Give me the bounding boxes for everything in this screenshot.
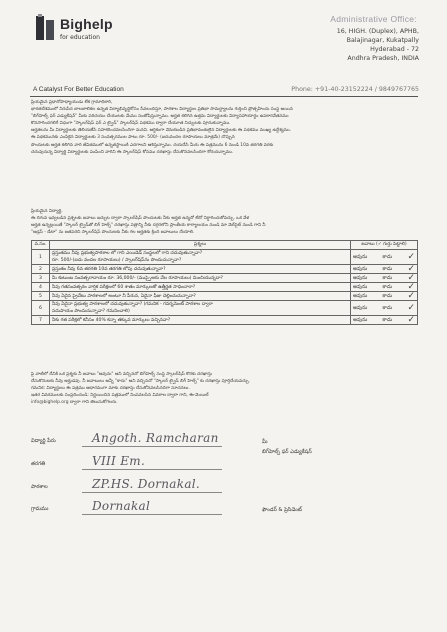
bighelp-logo xyxy=(34,12,130,52)
text-line: పై వాటిలో దేనికి ఒక ప్రశ్నకు నీ జవాబు "అవును" అని వచ్చినచో బిగ్‌హెల్ప్ సంస్థ స్కాలర్‌షిప్ కొరకు దరఖాస్తు xyxy=(31,372,213,377)
text-line: ప్రియమైన విద్యార్థి, xyxy=(31,209,63,214)
question-text: నీవు ఏదైనా ప్రభుత్వ పాఠశాలలో చదువుతున్నావా? (గమనిక - గవర్నమెంట్ పాఠశాల ద్వారా xyxy=(52,302,213,307)
tick-mark-icon: ✓ xyxy=(407,303,415,313)
answer-no-option[interactable]: కాదు xyxy=(382,253,393,260)
text-line: పొందుటకు అర్హత కలిగిన వారి జీవితములో ఉన్నతస్థాయికి ఎదగాలని ఆశిస్తున్నాము. దయచేసి మీరు ఈ పత్రమును 6 నుండి 10వ తరగతి వరకు xyxy=(31,142,274,148)
answer-no-option[interactable]: కాదు xyxy=(382,316,393,323)
answer-cell[interactable] xyxy=(351,250,418,265)
text-line: ఈ పథకమునకు ఎంపికైన విద్యార్థులకు 3 సంవత్సరముల పాటు రూ. 500/- (ఐదువందల రూపాయలు మాత్రమే) చొప్పున xyxy=(31,135,235,141)
tick-mark-icon: ✓ xyxy=(407,264,415,274)
question-cell xyxy=(50,265,351,274)
brand-name: Bighelp xyxy=(60,16,113,32)
tick-mark-icon: ✓ xyxy=(407,252,415,262)
text-line: "అడ్రస్ - డేటా" ను జతపరచి స్కాలర్‌షిప్ పొందుటకు నీకు గల అర్హతకు క్రింది జవాబులు చేయాలి. xyxy=(31,230,195,236)
answer-no-option[interactable]: కాదు xyxy=(382,304,393,311)
text-line: చేసుకొనుటకు నీవు అర్హుడవు. నీ జవాబులు అన్నీ "కాదు" అని వచ్చినచో "స్కాలర్ ట్వైడ్ బిగ్ హెల్ప్" కు దరఖాస్తు పూర్తిచేయవచ్చు. xyxy=(31,379,250,385)
answer-no-option[interactable]: కాదు xyxy=(382,274,393,281)
intro-paragraph xyxy=(31,99,418,156)
question-cell xyxy=(50,292,351,301)
question-text: ప్రస్తుతం నీవు 6వ తరగతి 10వ తరగతి లోపు చదువుతున్నావా? xyxy=(52,266,166,272)
signature-salutation: మీ xyxy=(262,439,268,445)
text-line: ప్రియమైన ప్రధానోపాధ్యాయుడు లేక గ్రామాధికారి, xyxy=(31,100,113,105)
address-line: Hyderabad - 72 xyxy=(370,46,419,53)
table-row xyxy=(32,265,418,274)
row-number: 2 xyxy=(32,265,50,274)
village-value[interactable]: Dornakal xyxy=(92,499,151,513)
row-number: 5 xyxy=(32,292,50,301)
text-line: కొనసాగించగలిగే విధంగా "స్కాలర్‌షిప్ ఫర్ ఎ ట్వైడ్" స్కాలర్‌షిప్ పథకము ద్వారా చేయూత నిచ్చుటకు పూనుకున్నాము. xyxy=(31,121,231,127)
class-line xyxy=(82,469,222,470)
text-line: గమనిక: విద్యార్థులు ఈ పత్రము ఆధారముగా మాకు దరఖాస్తు చేసుకోనవలసినదిగా సూచనలు. xyxy=(31,386,190,392)
row-number: 7 xyxy=(32,316,50,325)
tick-mark-icon: ✓ xyxy=(407,282,415,292)
student-name-label: విద్యార్థి పేరు xyxy=(31,438,56,444)
school-label: పాఠశాల xyxy=(31,484,48,490)
school-line xyxy=(82,492,222,493)
text-line: అర్హతలను మీ విద్యార్థులకు తెలియజేసి సహకరించవలసిందిగా మనవి. ఆర్థికంగా వెనుకబడిన ప్రతిభావంతులైన విద్యార్థులకు ఈ పథకము ముఖ్య ఉద్దేశ్యము. xyxy=(31,128,292,134)
village-label: గ్రామము xyxy=(31,506,49,512)
answer-yes-option[interactable]: అవును xyxy=(353,253,368,260)
column-header-questions: ప్రశ్నలు xyxy=(50,241,351,250)
text-line: info@bighelp.org ద్వారా గాని తెలుసుకోగలరు. xyxy=(31,400,118,406)
question-text: మీ కుటుంబ సంవత్సరాదాయం రూ. 36,000/- (ముప్పైఆరు వేల రూపాయలు) మించియున్నదా? xyxy=(52,275,223,281)
class-value[interactable]: VIII Em. xyxy=(92,454,146,468)
question-text: సదుపాయం పొందుచున్నావా? గమనించాలి) xyxy=(52,309,130,314)
village-line xyxy=(82,514,222,515)
school-value[interactable]: ZP.HS. Dornakal. xyxy=(92,477,201,491)
text-line: ఈ దిగువ ఇవ్వబడిన ప్రశ్నలకు జవాబు ఇచ్చుట ద్వారా స్కాలర్‌షిప్ పొందుటకు నీకు అర్హత ఉన్నదో లేదో నిర్ధారించుకోవచ్చు. ఒక వేళ xyxy=(31,216,250,222)
tagline: A Catalyst For Better Education xyxy=(33,86,124,93)
header-divider xyxy=(30,96,418,97)
answer-yes-option[interactable]: అవును xyxy=(353,283,368,290)
student-paragraph xyxy=(31,208,418,236)
question-cell xyxy=(50,283,351,292)
question-cell xyxy=(50,274,351,283)
address-line: Andhra Pradesh, INDIA xyxy=(347,55,419,62)
student-name-value[interactable]: Angoth. Ramcharan xyxy=(92,431,219,445)
row-number: 4 xyxy=(32,283,50,292)
answer-cell[interactable] xyxy=(351,292,418,301)
question-text: నీకు గత పరీక్షలో కనీసం 40% కన్నా తక్కువ మార్కులు వచ్చినవా? xyxy=(52,317,171,323)
table-row xyxy=(32,250,418,265)
table-row xyxy=(32,283,418,292)
question-text: నీవు ఏదైన ప్రైవేటు పాఠశాలలో అంటూ నీ పేరున, ఏదైనా ఫీజు చెల్లించుచున్నావా? xyxy=(52,293,196,299)
row-number: 1 xyxy=(32,250,50,265)
tick-mark-icon: ✓ xyxy=(407,315,415,325)
answer-no-option[interactable]: కాదు xyxy=(382,265,393,272)
answer-cell[interactable] xyxy=(351,316,418,325)
brand-tag: for education xyxy=(60,34,100,41)
text-line: చదువుచున్న విద్యార్థి విద్యార్థులకు పంపించి వారిని ఈ స్కాలర్‌షిప్ కోసము దరఖాస్తు చేసుకొనవలసిందిగా కోరుచున్నాము. xyxy=(31,149,234,155)
text-line: అర్హత ఉన్నట్లయితే "స్కాలర్ ట్వైడ్‌తో బిగ్ హెల్ప్" దరఖాస్తు పత్రాన్ని నీకు దగ్గరలోని ప్రాంతీయ కార్యాలయం నుండి మా వెబ్‌సైట్ నుండి గాని నీ xyxy=(31,223,266,229)
eligibility-table xyxy=(31,240,418,325)
table-row xyxy=(32,292,418,301)
text-line: ఇతర వివరములకు సంప్రదించండి: నిర్ణయించిన పత్రములో నింపవలసిన వివరాల ద్వారా గాని, ఈ-మెయిల్ xyxy=(31,393,209,399)
office-title: Administrative Office: xyxy=(330,14,417,24)
column-header-answer: జవాబు (✓ గుర్తు పెట్టాలి) xyxy=(351,241,418,250)
answer-no-option[interactable]: కాదు xyxy=(382,292,393,299)
column-header-number: వ.సం. xyxy=(32,241,50,250)
answer-yes-option[interactable]: అవును xyxy=(353,316,368,323)
answer-yes-option[interactable]: అవును xyxy=(353,265,368,272)
question-text: ప్రస్తుతము నీవు ప్రభుత్వపాఠశాల లో గాని ఎయిడెడ్ సంస్థలలో గాని చదువుతున్నావా? xyxy=(52,251,203,256)
student-name-line xyxy=(82,446,222,447)
text-line: భారతదేశములో నిరుపేద బాలబాలికల ఉన్నత విద్యాభివృద్ధికోసం సేవలందిస్తూ, పాఠశాల విద్యార్థుల ప్రతిభా సామర్థ్యాలను గుర్తించి ప్రోత్సహించు సంస్థ అయిన xyxy=(31,107,293,113)
table-row xyxy=(32,316,418,325)
row-number: 6 xyxy=(32,301,50,316)
tick-mark-icon: ✓ xyxy=(407,291,415,301)
signature-title: ఫౌండర్ & ప్రెసిడెంట్ xyxy=(262,507,302,513)
table-row xyxy=(32,301,418,316)
answer-yes-option[interactable]: అవును xyxy=(353,292,368,299)
row-number: 3 xyxy=(32,274,50,283)
question-text: రూ. 500/-(ఐదు వందల రూపాయలు) / స్కాలర్‌షిప్‌ను పొందుచున్నావా? xyxy=(52,258,182,263)
table-header-row xyxy=(32,241,418,250)
answer-yes-option[interactable]: అవును xyxy=(353,304,368,311)
signature-org: బిగ్‌హెల్ప్ ఫర్ ఎడ్యుకేషన్ xyxy=(262,449,312,455)
phone-number: Phone: +91-40-23152224 / 9849767765 xyxy=(291,86,419,93)
closing-paragraph xyxy=(31,371,418,406)
question-text: నీవు గతసంవత్సరం వార్షిక పరీక్షలలో 60 శాతం మార్కులతో ఉత్తీర్ణత సాధించారా? xyxy=(52,284,196,290)
address-line: 16, HIGH. (Duplex), APHB, xyxy=(336,28,419,35)
tick-mark-icon: ✓ xyxy=(407,273,415,283)
answer-no-option[interactable]: కాదు xyxy=(382,283,393,290)
answer-yes-option[interactable]: అవును xyxy=(353,274,368,281)
logo-mark-icon xyxy=(34,14,56,42)
question-cell xyxy=(50,250,351,265)
question-cell xyxy=(50,316,351,325)
text-line: "బిగ్‌హెల్ప్ ఫర్ ఎడ్యుకేషన్" మీకు పరిచయం చేయుటకు మేము సంతోషిస్తున్నాము. అర్హత కలిగిన ఉత్తమ విద్యార్థులకు విద్యాసహాయార్థం ఉపకారవేతనము xyxy=(31,114,289,120)
question-cell xyxy=(50,301,351,316)
address-line: Balajinagar, Kukatpally xyxy=(346,37,419,44)
class-label: తరగతి xyxy=(31,461,46,467)
answer-cell[interactable] xyxy=(351,301,418,316)
table-row xyxy=(32,274,418,283)
